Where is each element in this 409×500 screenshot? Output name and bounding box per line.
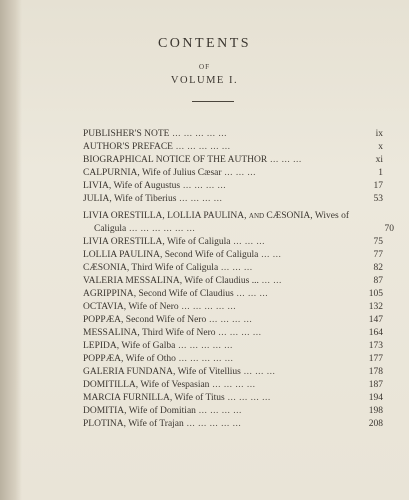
toc-entry-subtitle: , Wife of Augustus xyxy=(108,181,181,191)
toc-leader-dots: ... ... ... ... ... xyxy=(178,302,237,312)
toc-entry-name: DOMITIA xyxy=(83,406,125,416)
toc-entry-subtitle: , Wives of xyxy=(310,211,350,221)
toc-entry-name: AUTHOR'S PREFACE xyxy=(83,142,173,152)
toc-entry-subtitle: , Second Wife of Nero xyxy=(121,315,207,325)
toc-entry xyxy=(83,327,383,339)
toc-entry-subtitle: , Wife of Nero xyxy=(123,302,179,312)
toc-leader-dots: ... ... ... ... xyxy=(215,328,262,338)
toc-entry xyxy=(83,288,383,300)
toc-leader-dots: ... ... ... xyxy=(230,237,265,247)
toc-leader-dots: ... ... ... ... ... xyxy=(172,142,231,152)
toc-leader-dots: ... ... ... ... xyxy=(224,393,271,403)
toc-entry-name: AGRIPPINA xyxy=(83,289,134,299)
toc-entry-subtitle: , Wife of Galba xyxy=(116,341,176,351)
toc-page-number: x xyxy=(378,142,383,152)
toc-entry-subtitle: , Second Wife of Claudius xyxy=(133,289,234,299)
toc-entry-subtitle: , Wife of Julius Cæsar xyxy=(137,168,222,178)
toc-page-number: 187 xyxy=(368,380,383,390)
toc-leader-dots: ... ... ... ... ... xyxy=(169,129,227,139)
toc-page-number: 77 xyxy=(373,250,383,260)
toc-entry xyxy=(83,167,383,179)
toc-entry xyxy=(83,340,383,352)
toc-entry-subtitle: , Wife of Claudius ... xyxy=(179,276,259,286)
toc-entry xyxy=(83,314,383,326)
toc-entry-name: BIOGRAPHICAL NOTICE OF THE AUTHOR xyxy=(83,155,268,165)
toc-entry-name: POPPÆA xyxy=(83,354,122,364)
toc-entry-name: LIVIA xyxy=(83,181,109,191)
toc-leader-dots: ... ... ... ... ... xyxy=(183,419,242,429)
toc-entry-name: PUBLISHER'S NOTE xyxy=(83,129,170,139)
toc-entry-name: POPPÆA xyxy=(83,315,122,325)
toc-entry-subtitle: , Wife of Titus xyxy=(169,393,225,403)
toc-entry xyxy=(83,193,383,205)
toc-entry xyxy=(83,353,383,365)
volume-label: VOLUME I. xyxy=(170,75,239,86)
toc-entry xyxy=(83,210,383,222)
toc-entry-subtitle: Caligula xyxy=(94,224,127,234)
toc-page-number: 208 xyxy=(368,419,383,429)
toc-entry-subtitle: , Wife of Tiberius xyxy=(109,194,177,204)
toc-leader-dots: ... ... ... ... ... ... xyxy=(126,224,196,234)
toc-page-number: 173 xyxy=(368,341,383,351)
toc-leader-dots: ... ... ... ... xyxy=(206,315,253,325)
toc-entry-subtitle: , Second Wife of Caligula xyxy=(159,250,259,260)
toc-entry-subtitle: , Wife of Vespasian xyxy=(135,380,210,390)
toc-leader-dots: ... ... xyxy=(258,276,282,286)
page-title: CONTENTS xyxy=(157,36,252,51)
toc-leader-dots: ... ... ... xyxy=(240,367,276,377)
toc-entry-name: MESSALINA xyxy=(83,328,138,338)
toc-page-number: 132 xyxy=(368,302,383,312)
toc-page-number: 177 xyxy=(368,354,383,364)
toc-page-number: 194 xyxy=(368,393,383,403)
toc-page-number: 53 xyxy=(373,194,383,204)
toc-page-number: 87 xyxy=(373,276,383,286)
toc-entry-name: VALERIA MESSALINA xyxy=(83,276,180,286)
toc-entry-subtitle: , Wife of Caligula xyxy=(162,237,231,247)
of-label: OF xyxy=(199,63,210,71)
toc-leader-dots: ... ... ... ... xyxy=(176,194,223,204)
toc-page-number: 198 xyxy=(368,406,383,416)
toc-entry-name: MARCIA FURNILLA xyxy=(83,393,170,403)
toc-page-number: 178 xyxy=(368,367,383,377)
toc-entry xyxy=(83,301,383,313)
toc-entry-subtitle: , Third Wife of Nero xyxy=(137,328,216,338)
toc-page-number: xi xyxy=(375,155,383,165)
toc-entry xyxy=(83,366,383,378)
toc-entry xyxy=(83,249,383,261)
toc-page-number: 82 xyxy=(373,263,383,273)
toc-entry-name: CALPURNIA xyxy=(83,168,138,178)
toc-page-number: 75 xyxy=(373,237,383,247)
toc-page-number: 70 xyxy=(384,224,394,234)
toc-entry-name: CÆSONIA xyxy=(83,263,127,273)
toc-entry-name: JULIA xyxy=(83,194,110,204)
toc-leader-dots: ... ... ... ... xyxy=(209,380,256,390)
toc-entry-subtitle: , Wife of Domitian xyxy=(124,406,196,416)
toc-leader-dots: ... ... ... xyxy=(267,155,302,165)
toc-entry-name: LEPIDA xyxy=(83,341,117,351)
toc-page-number: 164 xyxy=(368,328,383,338)
toc-entry xyxy=(83,128,383,140)
toc-leader-dots: ... ... ... ... xyxy=(195,406,242,416)
toc-leader-dots: ... ... ... ... ... xyxy=(175,354,234,364)
toc-entry xyxy=(83,236,383,248)
toc-entry-name: PLOTINA xyxy=(83,419,124,429)
toc-entry-name: DOMITILLA xyxy=(83,380,136,390)
toc-entry xyxy=(83,141,383,153)
toc-entry xyxy=(83,392,383,404)
toc-entry xyxy=(83,379,383,391)
toc-page-number: 147 xyxy=(368,315,383,325)
toc-entry-subtitle: , Wife of Vitellius xyxy=(173,367,241,377)
toc-entry xyxy=(83,275,383,287)
toc-leader-dots: ... ... ... ... xyxy=(180,181,227,191)
toc-page-number: 17 xyxy=(373,181,383,191)
toc-entry-name: LIVIA ORESTILLA, LOLLIA PAULINA, and CÆSONIA xyxy=(83,211,311,221)
toc-entry xyxy=(94,223,394,235)
toc-entry-name: LIVIA ORESTILLA xyxy=(83,237,163,247)
toc-leader-dots: ... ... ... xyxy=(233,289,269,299)
toc-leader-dots: ... ... ... ... ... xyxy=(175,341,233,351)
toc-page-number: ix xyxy=(375,129,383,139)
toc-leader-dots: ... ... ... xyxy=(218,263,253,273)
toc-leader-dots: ... ... ... xyxy=(221,168,257,178)
toc-entry-subtitle: , Wife of Otho xyxy=(121,354,176,364)
toc-leader-dots: ... ... xyxy=(258,250,282,260)
toc-entry-name: LOLLIA PAULINA xyxy=(83,250,160,260)
toc-entry xyxy=(83,154,383,166)
toc-entry-name: GALERIA FUNDANA xyxy=(83,367,173,377)
toc-entry-subtitle: , Wife of Trajan xyxy=(123,419,184,429)
toc-entry-name: OCTAVIA xyxy=(83,302,124,312)
toc-entry xyxy=(83,418,383,430)
toc-entry xyxy=(83,262,383,274)
toc-entry xyxy=(83,405,383,417)
toc-entry-subtitle: , Third Wife of Caligula xyxy=(126,263,219,273)
toc-entry xyxy=(83,180,383,192)
toc-page-number: 1 xyxy=(378,168,383,178)
toc-page-number: 105 xyxy=(368,289,383,299)
